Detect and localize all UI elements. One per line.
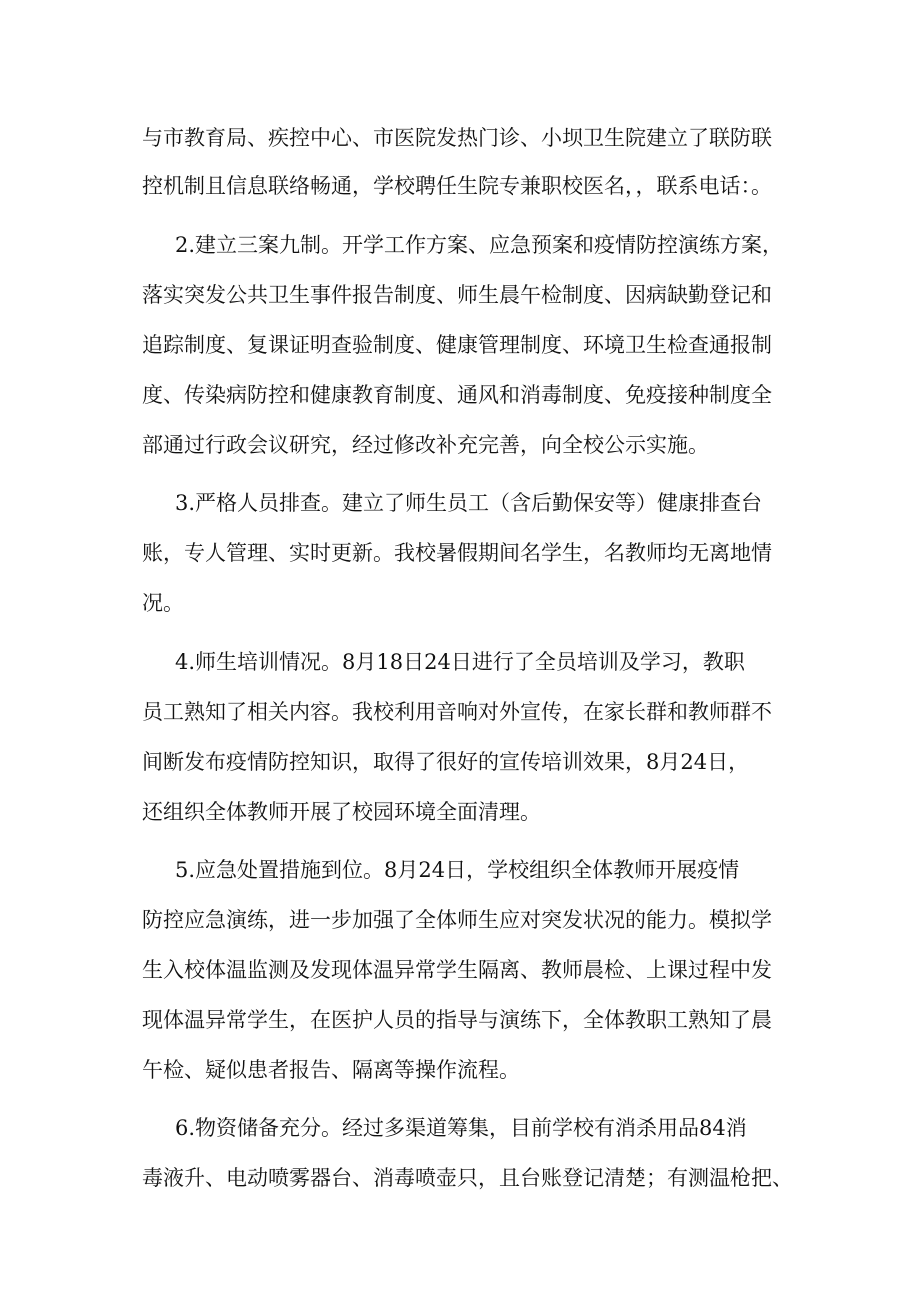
- text-line: 况。: [142, 591, 184, 615]
- text-line: 5.应急处置措施到位。8月24日，学校组织全体教师开展疫情: [175, 858, 740, 882]
- text-line: 落实突发公共卫生事件报告制度、师生晨午检制度、因病缺勤登记和: [142, 283, 772, 307]
- text-line: 3.严格人员排查。建立了师生员工（含后勤保安等）健康排查台: [175, 491, 763, 515]
- text-line: 现体温异常学生，在医护人员的指导与演练下，全体教职工熟知了晨: [142, 1008, 772, 1032]
- text-line: 部通过行政会议研究，经过修改补充完善，向全校公示实施。: [142, 433, 709, 457]
- text-line: 2.建立三案九制。开学工作方案、应急预案和疫情防控演练方案，: [175, 233, 784, 257]
- text-line: 4.师生培训情况。8月18日24日进行了全员培训及学习，教职: [175, 650, 745, 674]
- text-line: 生入校体温监测及发现体温异常学生隔离、教师晨检、上课过程中发: [142, 958, 772, 982]
- text-line: 6.物资储备充分。经过多渠道筹集，目前学校有消杀用品84消: [175, 1116, 747, 1140]
- text-line: 账，专人管理、实时更新。我校暑假期间名学生，名教师均无离地情: [142, 541, 772, 565]
- text-line: 毒液升、电动喷雾器台、消毒喷壶只，且台账登记清楚；有测温枪把、: [142, 1166, 793, 1190]
- text-line: 间断发布疫情防控知识，取得了很好的宣传培训效果，8月24日，: [142, 750, 750, 774]
- text-line: 员工熟知了相关内容。我校利用音响对外宣传，在家长群和教师群不: [142, 700, 772, 724]
- text-line: 还组织全体教师开展了校园环境全面清理。: [142, 800, 541, 824]
- text-line: 控机制且信息联络畅通，学校聘任生院专兼职校医名，，联系电话：。: [142, 174, 772, 198]
- text-line: 防控应急演练，进一步加强了全体师生应对突发状况的能力。模拟学: [142, 908, 772, 932]
- text-line: 午检、疑似患者报告、隔离等操作流程。: [142, 1058, 520, 1082]
- text-line: 追踪制度、复课证明查验制度、健康管理制度、环境卫生检查通报制: [142, 333, 772, 357]
- text-line: 与市教育局、疾控中心、市医院发热门诊、小坝卫生院建立了联防联: [142, 126, 772, 150]
- text-line: 度、传染病防控和健康教育制度、通风和消毒制度、免疫接种制度全: [142, 383, 772, 407]
